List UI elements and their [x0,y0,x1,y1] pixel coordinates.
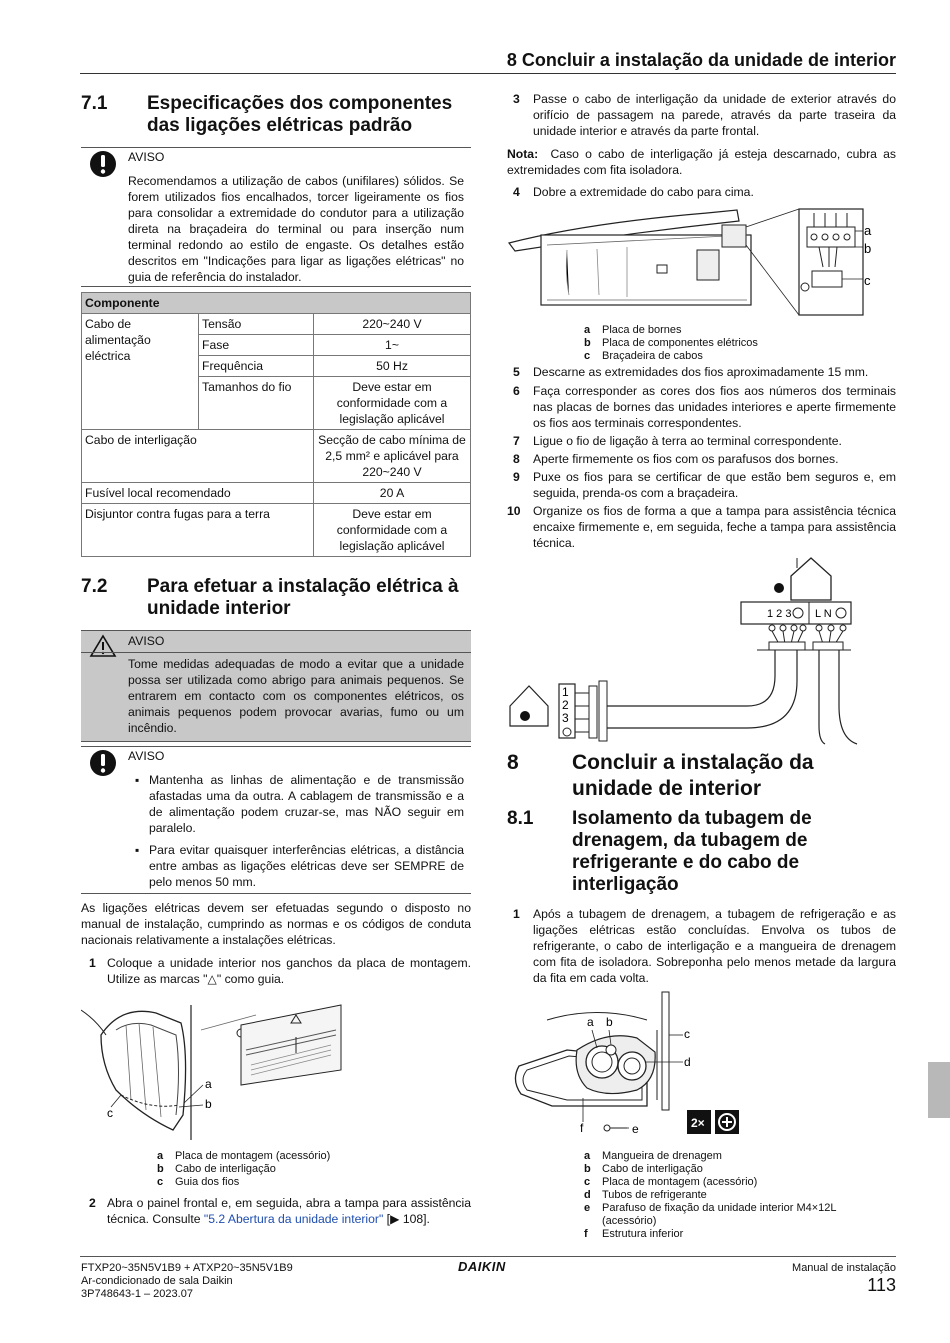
table-cell: Frequência [199,356,314,377]
footer-manual: Manual de instalação [792,1262,896,1274]
step-text: Faça corresponder as cores dos fios aos números dos terminais nas placas de bornes das unidades interiores e aperte firmemente os fios aos terminais correspondentes. [533,384,896,430]
cross-reference-link[interactable]: "5.2 Abertura da unidade interior" [203,1212,384,1226]
fig1-label-c: c [107,1106,113,1120]
fig4-label-e: e [632,1122,639,1136]
warning-text: Tome medidas adequadas de modo a evitar que a unidade possa ser utilizada como abrigo para animais pequenos. Se entrarem em contacto com os componentes elétricos, os animais pequenos podem provocar avarias, fumo ou um incêndio. [128,657,464,735]
footer-doc-id: 3P748643-1 – 2023.07 [81,1288,193,1300]
section-number: 7.1 [81,93,108,114]
step-number: 10 [507,504,521,518]
warning-rule [81,652,471,653]
page-number: 113 [867,1275,896,1295]
legend-key: e [584,1202,591,1214]
legend-value: Parafuso de fixação da unidade interior M4×12L (acessório) [602,1202,837,1227]
step-text: Ligue o fio de ligação à terra ao terminal correspondente. [533,434,842,448]
legend-key: c [584,350,591,362]
terminal-board-figure [507,205,896,317]
legend-value: Estrutura inferior [602,1228,684,1240]
fig4-label-d: d [684,1055,691,1069]
table-cell: Cabo de alimentação eléctrica [82,314,199,430]
insulation-figure [507,990,767,1140]
section-title: Isolamento da tubagem de drenagem, da tubagem de refrigerante e do cabo de interligação [572,808,812,895]
step-6 [507,383,896,433]
paragraph: As ligações elétricas devem ser efetuadas segundo o disposto no manual de instalação, cumprindo as normas e os códigos de conduta nacionais relativamente a instalações elétricas. [81,901,471,947]
step-text-part: [▶ 108]. [383,1212,430,1226]
fig3-term-2: 2 [562,698,569,712]
fig3-term-1: 1 [562,685,569,699]
legend-item [157,1150,330,1163]
quantity-badge: 2× [691,1116,705,1130]
step-number: 8 [513,452,520,466]
table-cell: Cabo de interligação [82,430,314,483]
warning-bullet-2: Para evitar quaisquer interferências elétricas, a distância entre ambas as ligações elétricas deve ser SEMPRE de pelo menos 50 mm. [149,843,464,889]
legend-key: c [157,1176,164,1188]
table-cell: Disjuntor contra fugas para a terra [82,504,314,557]
fig3-term-3: 3 [562,711,569,725]
table-cell: Secção de cabo mínima de 2,5 mm² e aplicável para 220~240 V [314,430,471,483]
legend-value: Tubos de refrigerante [602,1189,707,1201]
footer-left [81,1262,293,1301]
warning-exclamation-icon [89,150,117,178]
legend-key: c [584,1176,591,1188]
legend-item [584,1150,884,1163]
step-number: 1 [513,907,520,921]
legend-value: Cabo de interligação [602,1163,703,1175]
legend-item [584,1189,884,1202]
chapter-tab [928,1062,950,1118]
footer-product: Ar-condicionado de sala Daikin [81,1275,233,1287]
warning-box [81,147,471,287]
legend-item [584,1228,884,1241]
step-number: 1 [89,956,96,970]
section-8-heading [507,750,896,806]
warning-exclamation-icon [89,749,117,777]
warning-rule [81,893,471,894]
bullet: ▪ [135,773,140,787]
table-cell: Tamanhos do fio [199,377,314,430]
legend-value: Cabo de interligação [175,1163,276,1175]
table-cell: Deve estar em conformidade com a legislação aplicável [314,377,471,430]
section-number: 8.1 [507,808,534,829]
step-text: Passe o cabo de interligação da unidade de exterior através do orifício de passagem na parede, através da parte traseira da unidade interior e através da parte frontal. [533,92,896,138]
table-cell: 50 Hz [314,356,471,377]
legend-item [584,1176,884,1189]
note-text: Caso o cabo de interligação já esteja descarnado, cubra as extremidades com fita isoladora. [507,147,896,177]
legend-1 [157,1150,330,1189]
note-label: Nota: [507,147,539,161]
legend-key: d [584,1189,591,1201]
legend-2 [584,324,758,363]
step-8 [507,451,896,469]
fig2-label-b: b [864,241,872,256]
step-10 [507,503,896,553]
fig4-label-a: a [587,1015,594,1029]
step-4 [507,184,896,202]
table-cell: Tensão [199,314,314,335]
step-number: 3 [513,92,520,106]
section-title: Concluir a instalação da unidade de interior [572,751,814,800]
step-text-part: Abra o painel frontal e, em seguida, abra a tampa para assistência técnica. Consulte [107,1196,471,1226]
section-7-1-heading [81,93,471,139]
section-title: Especificações dos componentes das ligações elétricas padrão [147,93,453,136]
page-header-title: 8 Concluir a instalação da unidade de interior [506,50,896,70]
step-number: 6 [513,384,520,398]
daikin-logo: DAIKIN [458,1259,506,1274]
step-8-1-1 [507,906,896,988]
step-2 [81,1195,471,1245]
table-cell: Fase [199,335,314,356]
warning-label: AVISO [128,634,165,648]
table-cell: 1~ [314,335,471,356]
fig4-label-b: b [606,1015,613,1029]
spec-table [81,292,471,557]
section-number: 8 [507,751,519,774]
fig3-top-terminals: 1 2 3 [767,608,792,620]
step-number: 7 [513,434,520,448]
step-number: 4 [513,185,520,199]
footer-model: FTXP20~35N5V1B9 + ATXP20~35N5V1B9 [81,1262,293,1274]
table-header: Componente [82,293,471,314]
warning-box [81,746,471,894]
legend-item [584,350,758,363]
legend-item [157,1163,330,1176]
legend-item [584,337,758,350]
fig3-ln-terminals: L N [815,608,832,620]
legend-key: b [157,1163,164,1175]
legend-key: a [584,1150,591,1162]
step-number: 9 [513,470,520,484]
warning-triangle-icon [89,634,117,658]
legend-value: Placa de montagem (acessório) [602,1176,758,1188]
legend-value: Placa de bornes [602,324,682,336]
legend-value: Braçadeira de cabos [602,350,703,362]
warning-text: Recomendamos a utilização de cabos (unifilares) sólidos. Se forem utilizados fios encalhados, torcer ligeiramente os fios para consolidar a extremidade do condutor para a utilização direta na braçadeira do terminal ou para inserção num terminal redondo ao estilo de engaste. Os detalhes estão descritos em "Indicações para ligar as ligações elétricas" no guia de referência do instalador. [128,174,464,284]
legend-item [584,1202,884,1228]
step-number: 5 [513,365,520,379]
legend-4 [584,1150,884,1241]
legend-item [157,1176,330,1189]
legend-key: a [584,324,591,336]
fig1-label-a: a [205,1077,212,1091]
table-cell: 20 A [314,483,471,504]
section-8-1-heading [507,808,896,898]
warning-box-grey [81,630,471,742]
legend-item [584,1163,884,1176]
step-text: Aperte firmemente os fios com os parafusos dos bornes. [533,452,839,466]
fig1-label-b: b [205,1097,212,1111]
step-1 [81,955,471,989]
step-3 [507,91,896,141]
warning-label: AVISO [128,749,165,763]
note [507,146,896,178]
section-number: 7.2 [81,576,108,597]
warning-label: AVISO [128,150,165,164]
fig4-label-f: f [580,1121,584,1135]
step-text: Descarne as extremidades dos fios aproximadamente 15 mm. [533,365,869,379]
legend-key: b [584,337,591,349]
legend-item [584,324,758,337]
bullet: ▪ [135,843,140,857]
legend-value: Placa de componentes elétricos [602,337,758,349]
step-text: Dobre a extremidade do cabo para cima. [533,185,754,199]
legend-key: f [584,1228,588,1240]
step-9 [507,469,896,503]
header-rule [80,73,896,74]
section-7-2-heading [81,576,471,622]
legend-value: Mangueira de drenagem [602,1150,722,1162]
step-text: Organize os fios de forma a que a tampa para assistência técnica encaixe firmemente e, em seguida, feche a tampa para assistência técnica. [533,504,896,550]
mounting-plate-figure [81,995,421,1145]
warning-rule [81,286,471,287]
legend-key: a [157,1150,164,1162]
step-number: 2 [89,1196,96,1210]
fig2-label-a: a [864,223,872,238]
footer-rule [80,1256,896,1257]
legend-value: Guia dos fios [175,1176,240,1188]
step-7 [507,433,896,451]
step-text: Coloque a unidade interior nos ganchos da placa de montagem. Utilize as marcas "△" como guia. [107,956,471,986]
section-title: Para efetuar a instalação elétrica à unidade interior [147,576,459,619]
warning-bullet-1: Mantenha as linhas de alimentação e de transmissão afastadas uma da outra. A cablagem de transmissão e a de alimentação podem cruzar-se, mas NÃO seguir em paralelo. [149,773,464,835]
legend-key: b [584,1163,591,1175]
fig2-label-c: c [864,273,871,288]
table-cell: 220~240 V [314,314,471,335]
wiring-diagram-figure [507,556,896,746]
legend-value: Placa de montagem (acessório) [175,1150,331,1162]
step-text [107,1195,471,1227]
fig4-label-c: c [684,1027,690,1041]
table-cell: Fusível local recomendado [82,483,314,504]
step-text: Após a tubagem de drenagem, a tubagem de refrigeração e as ligações elétricas estão concluídas. Envolva os tubos de refrigerante, o cabo de interligação e a mangueira de drenagem com fita de isoladora. Sobreponha pelo menos metade da largura da fita em cada volta. [533,907,896,985]
table-cell: Deve estar em conformidade com a legislação aplicável [314,504,471,557]
step-5 [507,364,896,382]
step-text: Puxe os fios para se certificar de que estão bem seguros e, em seguida, prenda-os com a braçadeira. [533,470,896,500]
